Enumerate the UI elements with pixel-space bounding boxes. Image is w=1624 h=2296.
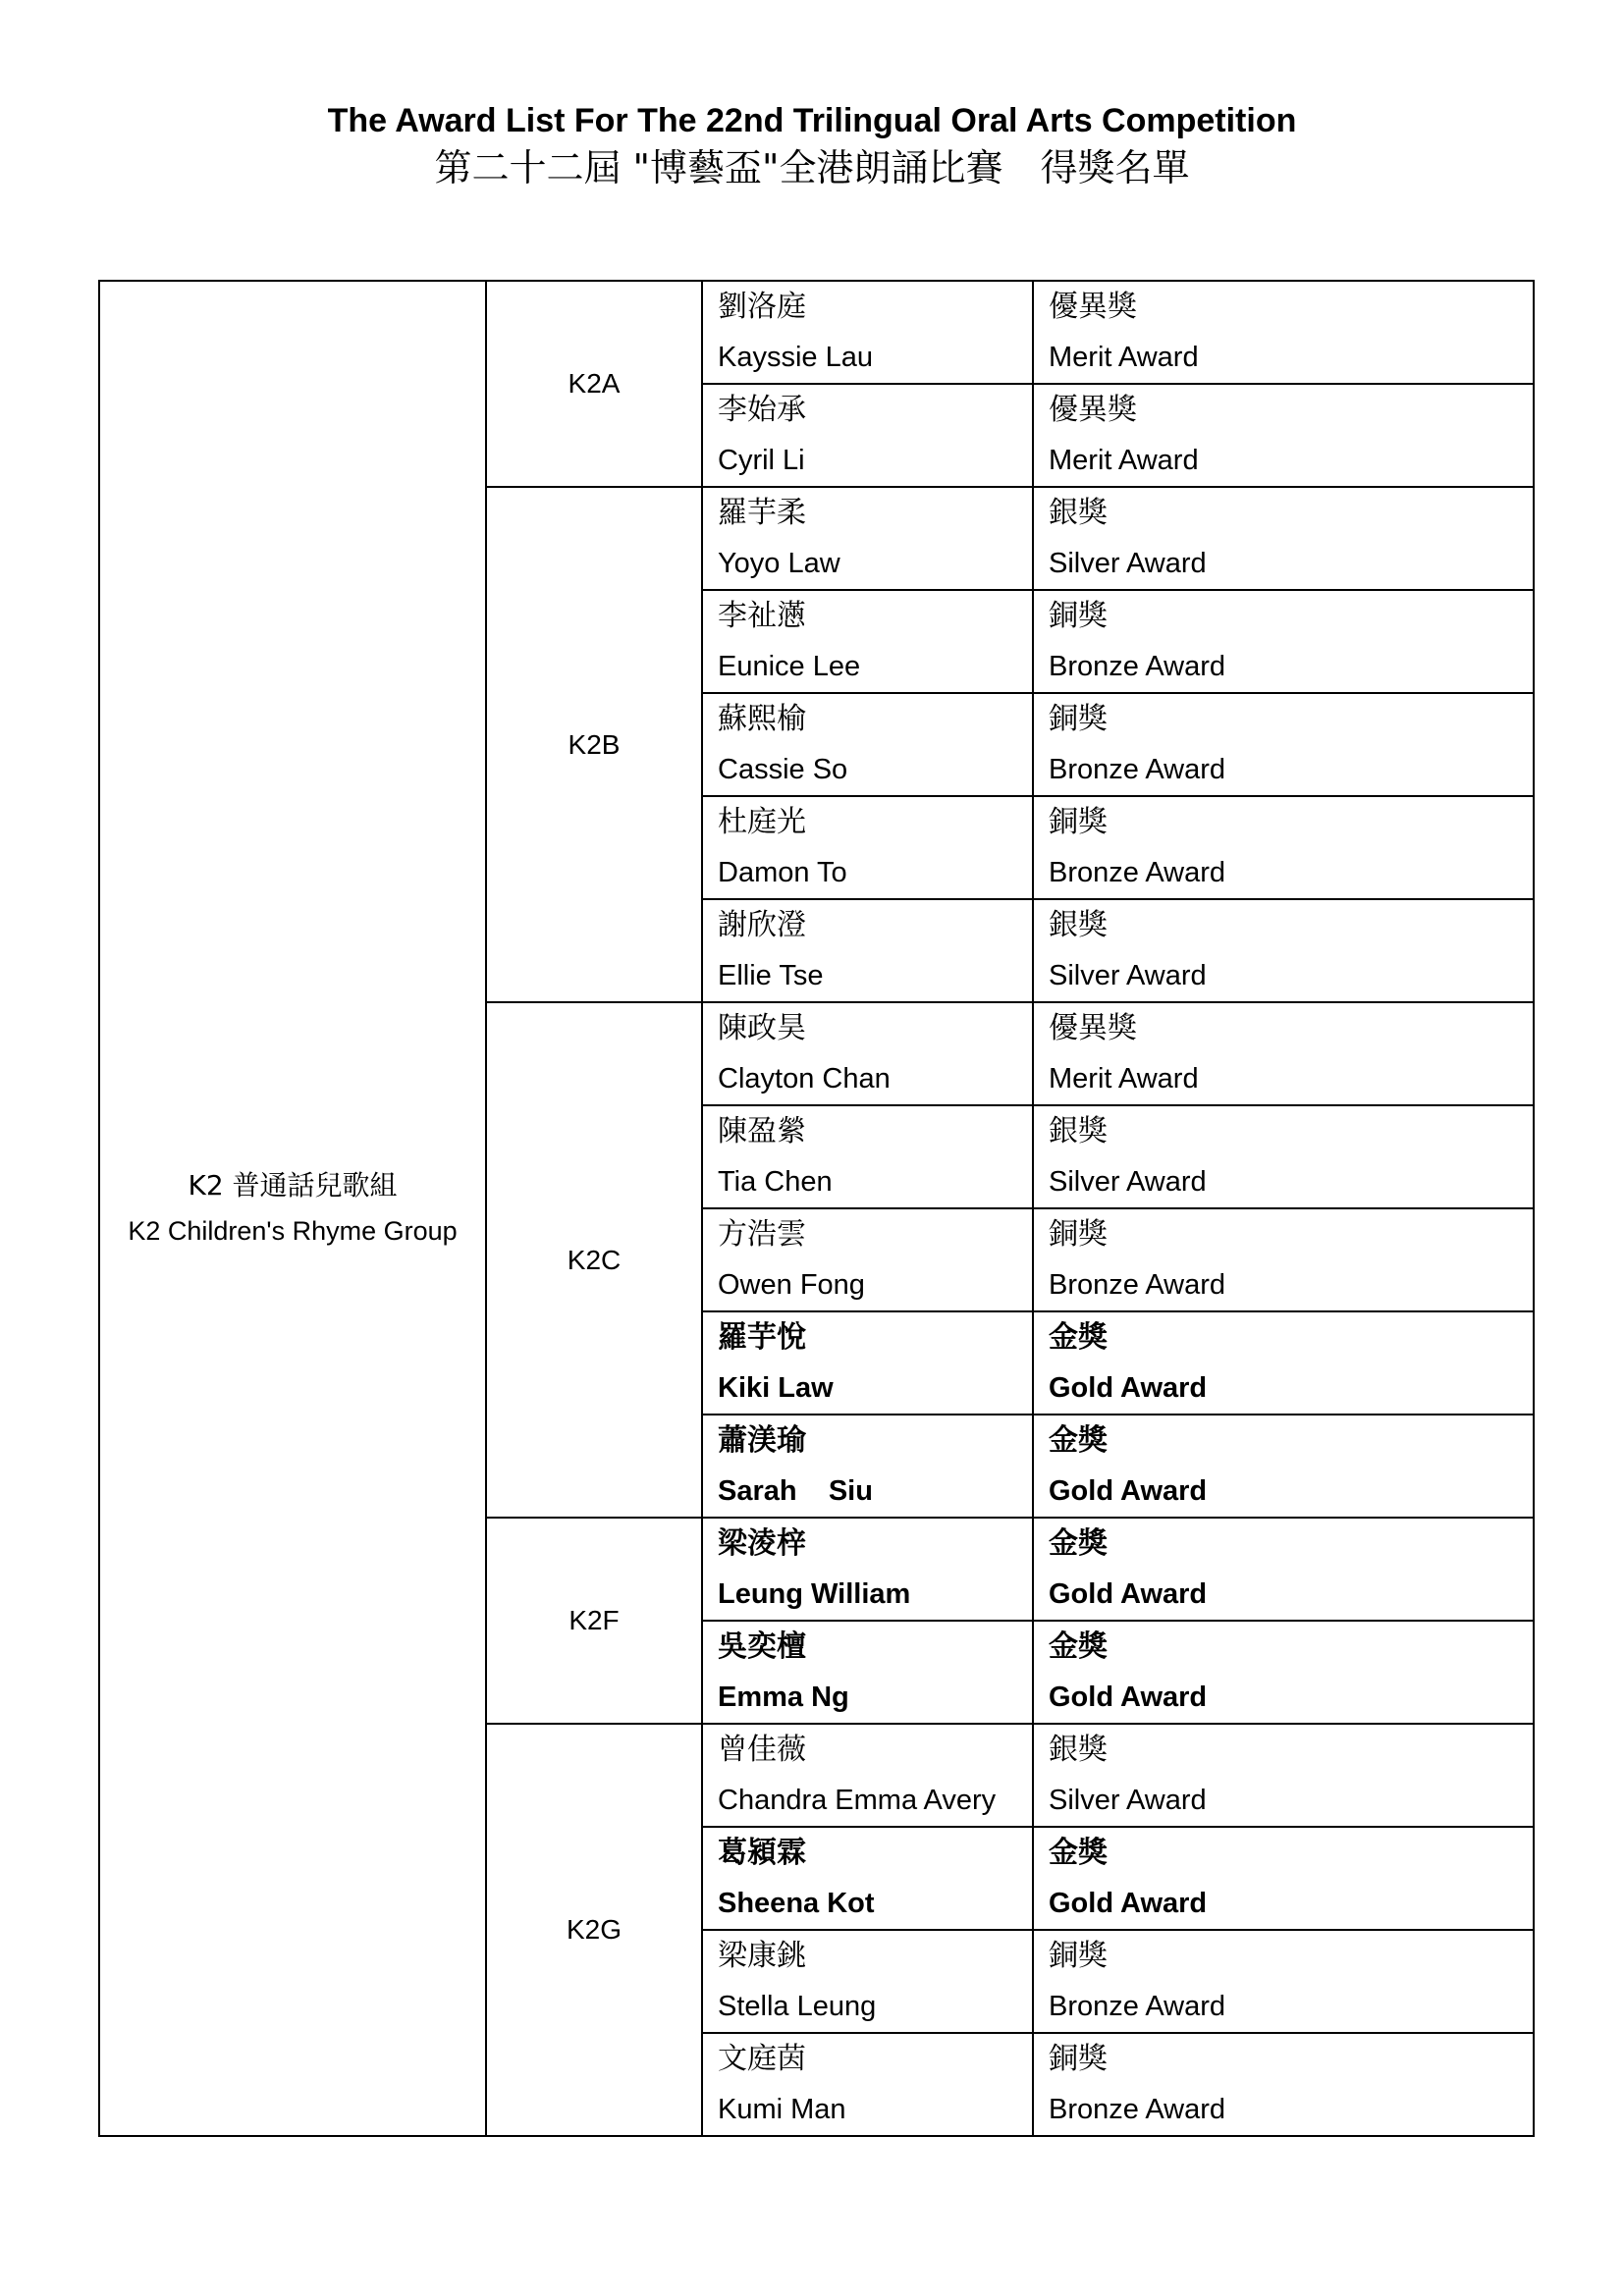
student-name-en: Kayssie Lau xyxy=(718,342,873,373)
student-name-zh: 李祉懣 xyxy=(718,599,806,633)
award-name-zh: 銅獎 xyxy=(1049,599,1108,633)
award-cell xyxy=(1033,590,1534,693)
award-name-en: Gold Award xyxy=(1049,1888,1208,1919)
award-name-zh: 銅獎 xyxy=(1049,2042,1108,2076)
award-name-en: Gold Award xyxy=(1049,1372,1208,1404)
award-name-zh: 優異獎 xyxy=(1049,393,1137,427)
page-title-zh: 第二十二屆 "博藝盃"全港朗誦比賽 得獎名單 xyxy=(434,146,1190,189)
student-name-cell xyxy=(702,1415,1033,1518)
award-name-zh: 銀獎 xyxy=(1049,496,1108,530)
student-name-en: Cyril Li xyxy=(718,445,805,476)
group-cell xyxy=(99,281,486,2136)
student-name-en: Emma Ng xyxy=(718,1682,849,1713)
award-cell xyxy=(1033,1311,1534,1415)
student-name-cell xyxy=(702,590,1033,693)
student-name-cell xyxy=(702,281,1033,384)
student-name-cell xyxy=(702,1724,1033,1827)
student-name-zh: 梁康銚 xyxy=(718,1939,806,1973)
student-name-en: Eunice Lee xyxy=(718,651,861,682)
award-name-en: Bronze Award xyxy=(1049,857,1226,888)
student-name-zh: 蕭渼瑜 xyxy=(718,1423,806,1458)
student-name-zh: 梁淩梓 xyxy=(718,1526,806,1561)
award-cell xyxy=(1033,281,1534,384)
award-name-en: Bronze Award xyxy=(1049,1991,1226,2022)
award-cell xyxy=(1033,899,1534,1002)
page-title-en: The Award List For The 22nd Trilingual Oral Arts Competition xyxy=(327,102,1297,139)
student-name-cell xyxy=(702,1105,1033,1208)
student-name-zh: 劉洛庭 xyxy=(718,290,806,324)
student-name-zh: 葛潁霖 xyxy=(718,1836,806,1870)
award-name-zh: 銅獎 xyxy=(1049,1217,1108,1252)
student-name-en: Sheena Kot xyxy=(718,1888,875,1919)
student-name-cell xyxy=(702,384,1033,487)
class-cell: K2A xyxy=(486,281,702,487)
student-name-en: Owen Fong xyxy=(718,1269,865,1301)
student-name-zh: 羅芋柔 xyxy=(718,496,806,530)
award-cell xyxy=(1033,1518,1534,1621)
student-name-zh: 陳盈縈 xyxy=(718,1114,806,1148)
student-name-en: Yoyo Law xyxy=(718,548,840,579)
student-name-zh: 陳政昊 xyxy=(718,1011,806,1045)
student-name-zh: 文庭茵 xyxy=(718,2042,806,2076)
class-cell: K2F xyxy=(486,1518,702,1724)
student-name-zh: 吳奕檀 xyxy=(718,1629,806,1664)
student-name-zh: 羅芋悅 xyxy=(718,1320,806,1355)
award-name-zh: 金獎 xyxy=(1049,1423,1108,1458)
award-name-zh: 銀獎 xyxy=(1049,1114,1108,1148)
student-name-en: Leung William xyxy=(718,1578,911,1610)
award-cell xyxy=(1033,487,1534,590)
student-name-zh: 謝欣澄 xyxy=(718,908,806,942)
award-cell xyxy=(1033,1415,1534,1518)
student-name-cell xyxy=(702,2033,1033,2136)
class-cell: K2C xyxy=(486,1002,702,1518)
student-name-en: Clayton Chan xyxy=(718,1063,891,1095)
award-cell xyxy=(1033,1208,1534,1311)
award-cell xyxy=(1033,1002,1534,1105)
award-name-en: Merit Award xyxy=(1049,1063,1199,1095)
student-name-cell xyxy=(702,1002,1033,1105)
award-name-en: Gold Award xyxy=(1049,1475,1208,1507)
award-name-zh: 銀獎 xyxy=(1049,1733,1108,1767)
student-name-cell xyxy=(702,1827,1033,1930)
student-name-zh: 曾佳薇 xyxy=(718,1733,806,1767)
student-name-cell xyxy=(702,899,1033,1002)
student-name-cell xyxy=(702,1518,1033,1621)
student-name-en: Kumi Man xyxy=(718,2094,846,2125)
award-table xyxy=(98,280,1535,2137)
award-cell xyxy=(1033,1930,1534,2033)
student-name-zh: 杜庭光 xyxy=(718,805,806,839)
award-name-zh: 銅獎 xyxy=(1049,1939,1108,1973)
award-name-en: Gold Award xyxy=(1049,1682,1208,1713)
student-name-en: Chandra Emma Avery xyxy=(718,1785,997,1816)
award-cell xyxy=(1033,2033,1534,2136)
student-name-cell xyxy=(702,1208,1033,1311)
student-name-en: Cassie So xyxy=(718,754,848,785)
award-name-en: Bronze Award xyxy=(1049,2094,1226,2125)
award-cell xyxy=(1033,1105,1534,1208)
class-cell: K2G xyxy=(486,1724,702,2136)
student-name-cell xyxy=(702,1621,1033,1724)
award-cell xyxy=(1033,1724,1534,1827)
award-name-zh: 優異獎 xyxy=(1049,290,1137,324)
student-name-zh: 方浩雲 xyxy=(718,1217,806,1252)
table-row xyxy=(99,281,1534,384)
student-name-en: Stella Leung xyxy=(718,1991,877,2022)
group-name-zh: K2 普通話兒歌組 xyxy=(188,1169,398,1201)
award-name-zh: 銀獎 xyxy=(1049,908,1108,942)
award-name-en: Bronze Award xyxy=(1049,754,1226,785)
student-name-cell xyxy=(702,487,1033,590)
award-name-en: Merit Award xyxy=(1049,342,1199,373)
group-name-en: K2 Children's Rhyme Group xyxy=(128,1216,458,1246)
student-name-cell xyxy=(702,796,1033,899)
student-name-zh: 李始承 xyxy=(718,393,806,427)
award-name-en: Silver Award xyxy=(1049,1166,1207,1198)
student-name-zh: 蘇熙榆 xyxy=(718,702,806,736)
student-name-cell xyxy=(702,1311,1033,1415)
student-name-cell xyxy=(702,693,1033,796)
student-name-en: Sarah Siu xyxy=(718,1475,873,1507)
student-name-cell xyxy=(702,1930,1033,2033)
award-name-zh: 金獎 xyxy=(1049,1526,1108,1561)
award-cell xyxy=(1033,1827,1534,1930)
award-name-en: Bronze Award xyxy=(1049,1269,1226,1301)
award-name-zh: 優異獎 xyxy=(1049,1011,1137,1045)
award-table-body xyxy=(99,281,1534,2136)
award-cell xyxy=(1033,693,1534,796)
award-name-zh: 金獎 xyxy=(1049,1629,1108,1664)
student-name-en: Tia Chen xyxy=(718,1166,833,1198)
award-name-en: Gold Award xyxy=(1049,1578,1208,1610)
student-name-en: Ellie Tse xyxy=(718,960,824,991)
award-name-en: Bronze Award xyxy=(1049,651,1226,682)
award-name-zh: 銅獎 xyxy=(1049,805,1108,839)
award-name-en: Merit Award xyxy=(1049,445,1199,476)
award-name-en: Silver Award xyxy=(1049,1785,1207,1816)
class-cell: K2B xyxy=(486,487,702,1002)
award-cell xyxy=(1033,796,1534,899)
award-name-zh: 金獎 xyxy=(1049,1320,1108,1355)
student-name-en: Damon To xyxy=(718,857,847,888)
award-name-zh: 金獎 xyxy=(1049,1836,1108,1870)
award-name-en: Silver Award xyxy=(1049,960,1207,991)
award-cell xyxy=(1033,1621,1534,1724)
award-name-en: Silver Award xyxy=(1049,548,1207,579)
student-name-en: Kiki Law xyxy=(718,1372,834,1404)
award-name-zh: 銅獎 xyxy=(1049,702,1108,736)
award-cell xyxy=(1033,384,1534,487)
